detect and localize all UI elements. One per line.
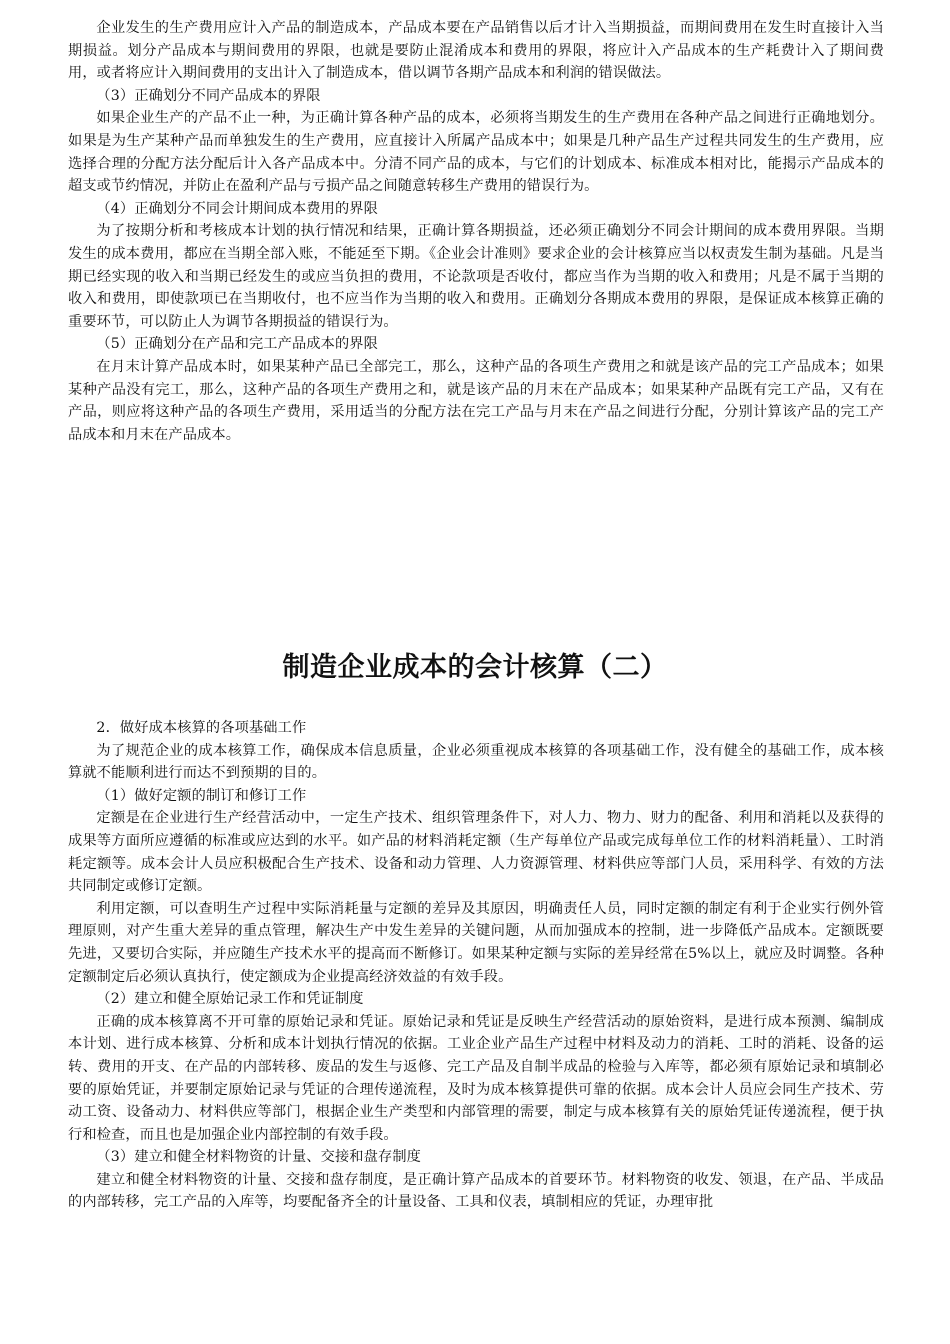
paragraph-materials-measurement: 建立和健全材料物资的计量、交接和盘存制度，是正确计算产品成本的首要环节。材料物资的收发、领退，在产品、半成品的内部转移，完工产品的入库等，均要配备齐全的计量设备、工具和仪表，填制相应的凭证，办理审批: [68, 1171, 884, 1211]
heading-original-records: （2）建立和健全原始记录工作和凭证制度: [96, 991, 364, 1008]
heading-item-3: （3）正确划分不同产品成本的界限: [96, 87, 321, 104]
paragraph-quota-usage: 利用定额，可以查明生产过程中实际消耗量与定额的差异及其原因，明确责任人员，同时定额的制定有利于企业实行例外管理原则，对产生重大差异的重点管理，解决生产中发生差异的关键问题，从而加强成本的控制，进一步降低产品成本。定额既要先进，又要切合实际，并应随生产技术水平的提高而不断修订。如果某种定额与实际的差异经常在5%以上，就应及时调整。各种定额制定后必须认真执行，使定额成为企业提高经济效益的有效手段。: [68, 900, 884, 985]
heading-item-5: （5）正确划分在产品和完工产品成本的界限: [96, 336, 378, 353]
paragraph-original-records: 正确的成本核算离不开可靠的原始记录和凭证。原始记录和凭证是反映生产经营活动的原始资料，是进行成本预测、编制成本计划、进行成本核算、分析和成本计划执行情况的依据。工业企业产品生产过程中材料及动力的消耗、工时的消耗、设备的运转、费用的开支、在产品的内部转移、废品的发生与返修、完工产品及自制半成品的检验与入库等，都必须有原始记录和填制必要的原始凭证，并要制定原始记录与凭证的合理传递流程，及时为成本核算提供可靠的依据。成本会计人员应会同生产技术、劳动工资、设备动力、材料供应等部门，根据企业生产类型和内部管理的需要，制定与成本核算有关的原始凭证传递流程，便于执行和检查，而且也是加强企业内部控制的有效手段。: [68, 1013, 884, 1143]
paragraph-item-5: 在月末计算产品成本时，如果某种产品已全部完工，那么，这种产品的各项生产费用之和就是该产品的完工产品成本；如果某种产品没有完工，那么，这种产品的各项生产费用之和，就是该产品的月末在产品成本；如果某种产品既有完工产品，又有在产品，则应将这种产品的各项生产费用，采用适当的分配方法在完工产品与月末在产品之间进行分配，分别计算该产品的完工产品成本和月末在产品成本。: [68, 358, 884, 443]
paragraph-cost-vs-period-expense: 企业发生的生产费用应计入产品的制造成本，产品成本要在产品销售以后才计入当期损益，而期间费用在发生时直接计入当期损益。划分产品成本与期间费用的界限，也就是要防止混淆成本和费用的界限，将应计入产品成本的生产耗费计入了期间费用，或者将应计入期间费用的支出计入了制造成本，借以调节各期产品成本和利润的错误做法。: [68, 20, 884, 82]
heading-materials-measurement: （3）建立和健全材料物资的计量、交接和盘存制度: [96, 1149, 421, 1166]
heading-quota-work: （1）做好定额的制订和修订工作: [96, 787, 307, 804]
paragraph-item-4: 为了按期分析和考核成本计划的执行情况和结果，正确计算各期损益，还必须正确划分不同会计期间的成本费用界限。当期发生的成本费用，都应在当期全部入账，不能延至下期。《企业会计准则》要求企业的会计核算应当以权责发生制为基础。凡是当期已经实现的收入和当期已经发生的或应当负担的费用，不论款项是否收付，都应当作为当期的收入和费用；凡是不属于当期的收入和费用，即使款项已在当期收付，也不应当作为当期的收入和费用。正确划分各期成本费用的界限，是保证成本核算正确的重要环节，可以防止人为调节各期损益的错误行为。: [68, 223, 884, 330]
paragraph-item-3: 如果企业生产的产品不止一种，为正确计算各种产品的成本，必须将当期发生的生产费用在各种产品之间进行正确地划分。如果是为生产某种产品而单独发生的生产费用，应直接计入所属产品成本中；如果是几种产品生产过程共同发生的生产费用，应选择合理的分配方法分配后计入各产品成本中。分清不同产品的成本，与它们的计划成本、标准成本相对比，能揭示产品成本的超支或节约情况，并防止在盈利产品与亏损产品之间随意转移生产费用的错误行为。: [68, 110, 884, 195]
heading-item-4: （4）正确划分不同会计期间成本费用的界限: [96, 200, 378, 217]
bottom-section: [68, 717, 884, 1214]
paragraph-section-2-intro: 为了规范企业的成本核算工作，确保成本信息质量，企业必须重视成本核算的各项基础工作，没有健全的基础工作，成本核算就不能顺利进行而达不到预期的目的。: [68, 742, 884, 782]
paragraph-quota-definition: 定额是在企业进行生产经营活动中，一定生产技术、组织管理条件下，对人力、物力、财力的配备、利用和消耗以及获得的成果等方面所应遵循的标准或应达到的水平。如产品的材料消耗定额（生产每单位产品或完成每单位工作的材料消耗量）、工时消耗定额等。成本会计人员应积极配合生产技术、设备和动力管理、人力资源管理、材料供应等部门人员，采用科学、有效的方法共同制定或修订定额。: [68, 810, 884, 895]
top-section: [68, 17, 884, 446]
section-title: 制造企业成本的会计核算（二）: [282, 652, 668, 683]
heading-section-2: 2．做好成本核算的各项基础工作: [96, 720, 307, 736]
